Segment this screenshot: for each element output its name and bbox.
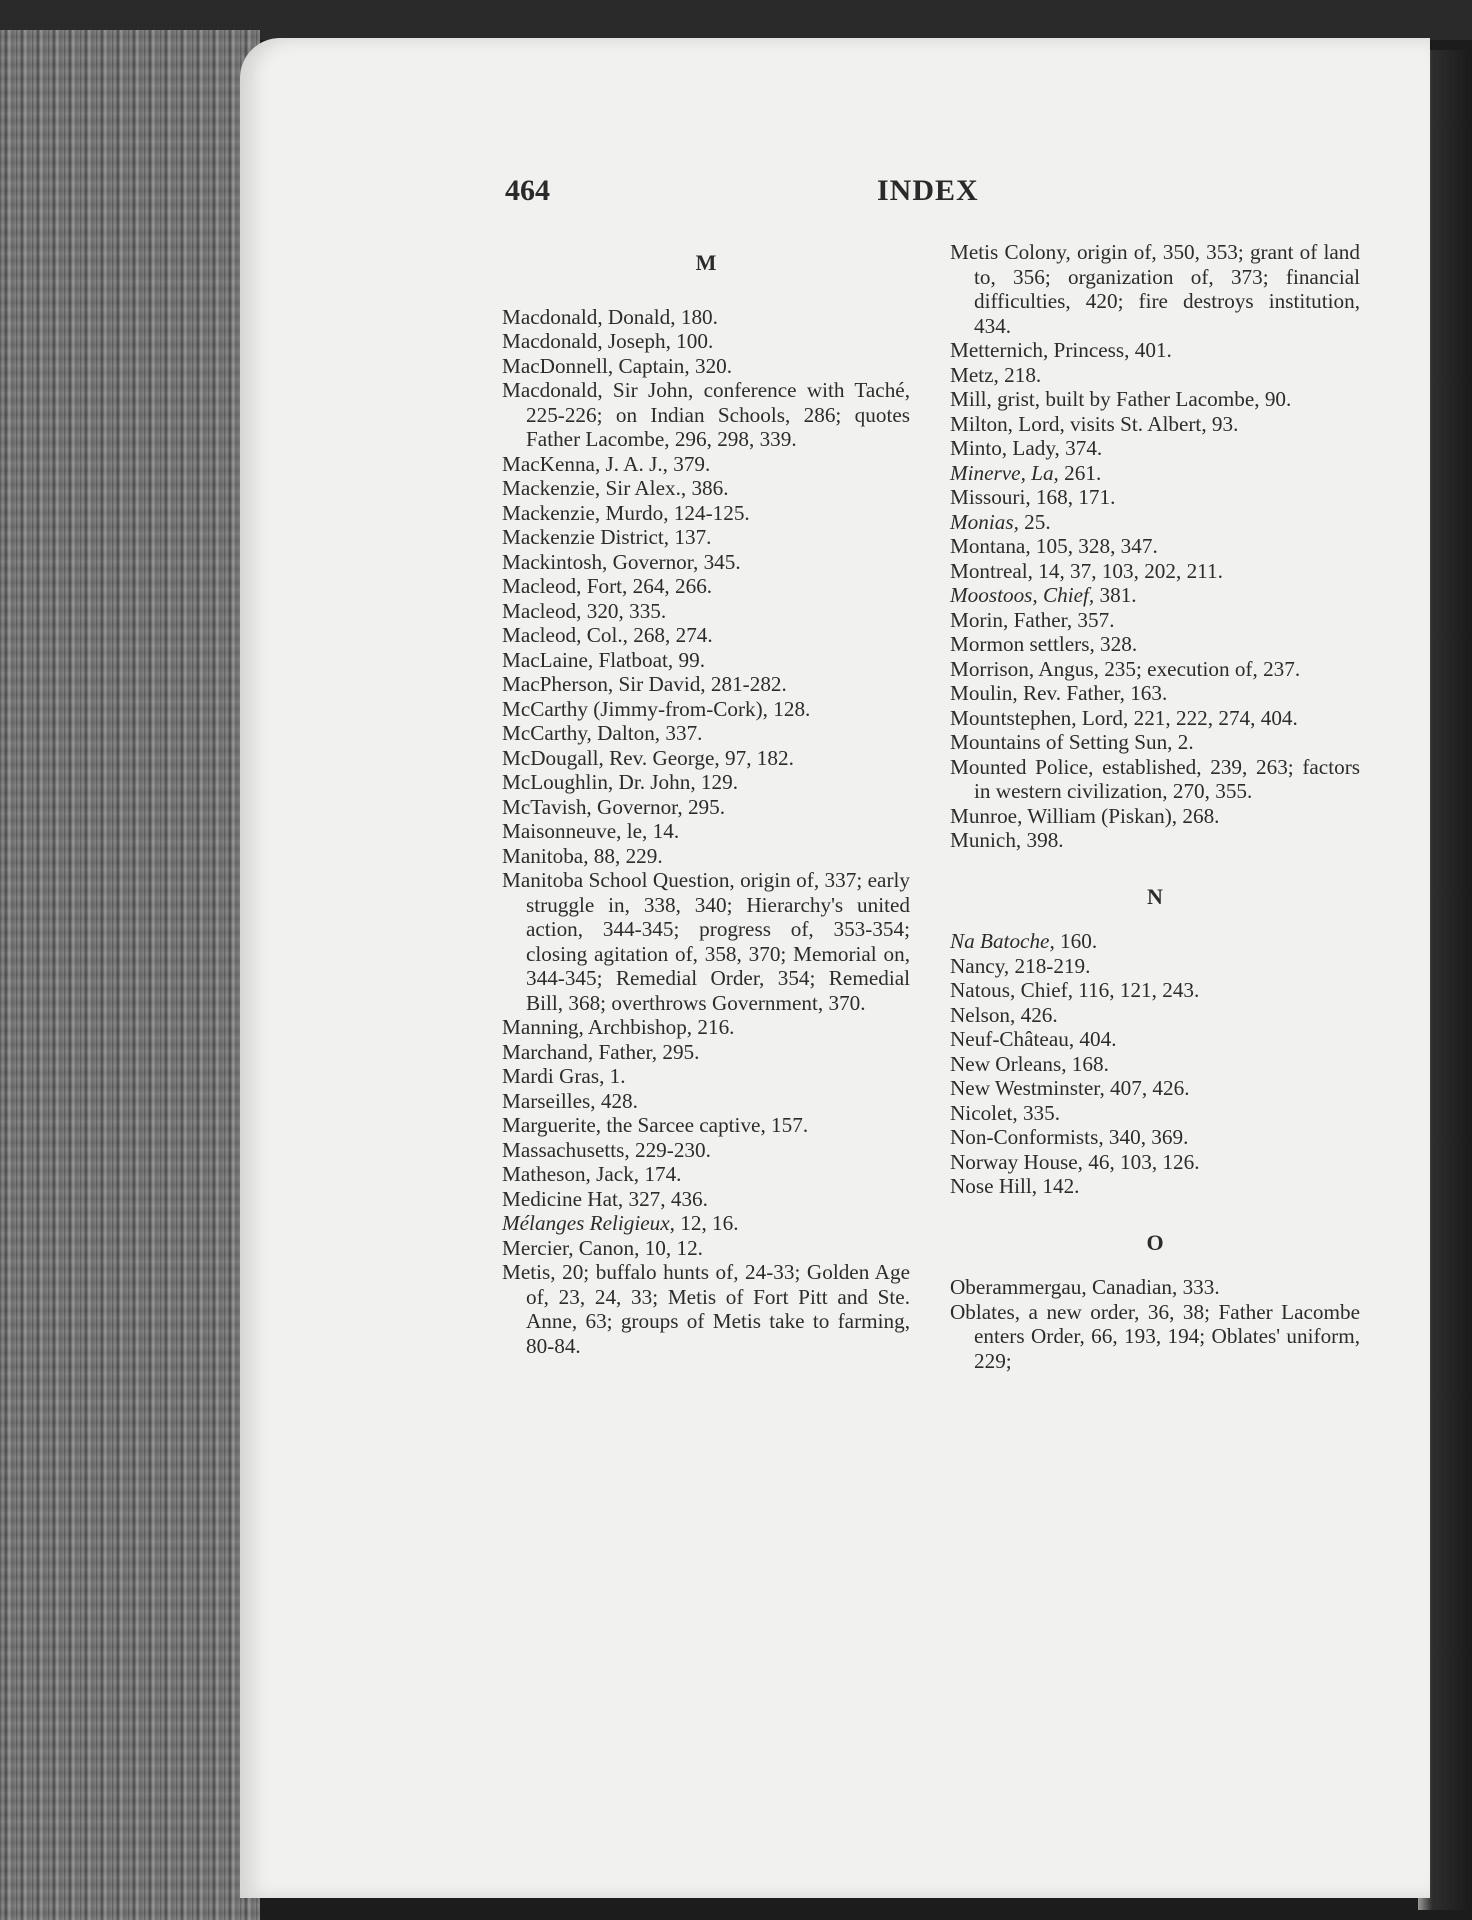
index-entry-text: Manning, Archbishop, 216. — [502, 1015, 735, 1039]
index-entry-text: Nose Hill, 142. — [950, 1174, 1080, 1198]
index-entry-text: Matheson, Jack, 174. — [502, 1162, 682, 1186]
index-entry — [502, 378, 910, 452]
index-entry-text: Morrison, Angus, 235; execution of, 237. — [950, 656, 1301, 681]
index-entry-text: Norway House, 46, 103, 126. — [950, 1149, 1200, 1174]
index-entry — [950, 240, 1360, 338]
index-entry-text: MacKenna, J. A. J., 379. — [502, 451, 711, 476]
index-entry — [502, 1236, 910, 1261]
index-entry — [950, 632, 1360, 657]
index-column-left — [502, 240, 910, 1358]
index-entry-text: 12, 16. — [674, 1211, 739, 1235]
index-entry — [950, 485, 1360, 510]
index-entry — [502, 1260, 910, 1358]
index-entry-text: Mackenzie, Sir Alex., 386. — [502, 476, 729, 500]
book-page-edges — [0, 30, 260, 1920]
index-entry — [502, 1211, 910, 1236]
index-entry-text: Oberammergau, Canadian, 333. — [950, 1275, 1220, 1299]
index-entry — [950, 534, 1360, 559]
index-entry — [502, 1187, 910, 1212]
index-entry — [950, 828, 1360, 853]
page-header — [505, 168, 995, 218]
index-entry — [950, 929, 1360, 954]
index-entry — [950, 1076, 1360, 1101]
index-entry-text: Macdonald, Sir John, conference with Taché, 225-226; on Indian Schools, 286; quotes Father Lacombe, 296, 298, 339. — [502, 378, 910, 451]
index-entry-text: 261. — [1058, 460, 1102, 485]
index-entry — [502, 819, 910, 844]
index-entry-text: Manitoba, 88, 229. — [502, 843, 663, 868]
index-entry — [502, 574, 910, 599]
index-entry — [950, 412, 1360, 437]
index-entry — [502, 329, 910, 354]
index-entry-text: Mountains of Setting Sun, 2. — [950, 730, 1194, 754]
index-entry-text: McCarthy, Dalton, 337. — [502, 721, 703, 745]
index-entry — [950, 510, 1360, 535]
index-entry — [502, 795, 910, 820]
index-entry-text: Moulin, Rev. Father, 163. — [950, 681, 1168, 705]
index-entry-text: Munroe, William (Piskan), 268. — [950, 803, 1220, 828]
index-entry-text: Mackintosh, Governor, 345. — [502, 549, 741, 574]
index-entry — [950, 1027, 1360, 1052]
index-column-right — [950, 240, 1360, 1373]
index-entry-text: Minto, Lady, 374. — [950, 436, 1103, 460]
index-entry-text: Natous, Chief, 116, 121, 243. — [950, 978, 1200, 1002]
index-entry-title: Monias, — [950, 509, 1019, 534]
index-entry-text: Mackenzie District, 137. — [502, 525, 712, 549]
index-entry-text: MacPherson, Sir David, 281-282. — [502, 672, 787, 696]
index-entry — [950, 363, 1360, 388]
page-number: 464 — [505, 174, 550, 207]
index-entry-text: McTavish, Governor, 295. — [502, 794, 726, 819]
index-entry-title: Minerve, La, — [950, 460, 1059, 485]
index-entry-text: Metz, 218. — [950, 362, 1042, 387]
index-entry — [502, 354, 910, 379]
index-entry-text: Massachusetts, 229-230. — [502, 1137, 711, 1162]
index-entry — [950, 583, 1360, 608]
index-entry — [502, 501, 910, 526]
index-entry — [502, 1040, 910, 1065]
index-entry — [950, 387, 1360, 412]
index-entry-title: Mélanges Religieux, — [502, 1211, 675, 1235]
index-entry-text: Medicine Hat, 327, 436. — [502, 1186, 708, 1211]
index-entry-text: McLoughlin, Dr. John, 129. — [502, 770, 738, 794]
index-entry — [502, 623, 910, 648]
index-entry — [502, 672, 910, 697]
index-entry — [502, 746, 910, 771]
index-entry — [502, 550, 910, 575]
index-entry — [950, 461, 1360, 486]
index-entry-text: Marchand, Father, 295. — [502, 1039, 700, 1064]
index-entry — [950, 338, 1360, 363]
index-entry-text: Metis, 20; buffalo hunts of, 24-33; Golden Age of, 23, 24, 33; Metis of Fort Pitt and Ste. Anne, 63; groups of Metis take to farming, 80-84. — [502, 1260, 910, 1358]
index-entry-text: Maisonneuve, le, 14. — [502, 819, 680, 843]
index-entry-text: Metis Colony, origin of, 350, 353; grant of land to, 356; organization of, 373; financial difficulties, 420; fire destroys institution, 434. — [950, 240, 1360, 338]
index-entry — [950, 559, 1360, 584]
index-entry-text: Milton, Lord, visits St. Albert, 93. — [950, 411, 1239, 436]
index-entry — [950, 657, 1360, 682]
index-entry-text: Macdonald, Donald, 180. — [502, 304, 718, 329]
section-letter: M — [695, 250, 717, 275]
index-entry-text: Missouri, 168, 171. — [950, 485, 1116, 509]
index-entry-text: Macleod, 320, 335. — [502, 598, 667, 623]
index-entry — [950, 755, 1360, 804]
index-entry-text: Mackenzie, Murdo, 124-125. — [502, 500, 750, 525]
index-entry — [950, 1300, 1360, 1374]
index-entry — [950, 681, 1360, 706]
index-entry-text: Mormon settlers, 328. — [950, 632, 1138, 656]
index-entry — [950, 706, 1360, 731]
index-entry-text: Neuf-Château, 404. — [950, 1027, 1117, 1051]
index-entry — [950, 1052, 1360, 1077]
index-entry — [950, 608, 1360, 633]
index-entry-text: Mill, grist, built by Father Lacombe, 90. — [950, 387, 1292, 411]
index-entry-text: Metternich, Princess, 401. — [950, 338, 1172, 362]
index-entry-text: Montreal, 14, 37, 103, 202, 211. — [950, 558, 1223, 583]
index-entry — [950, 1125, 1360, 1150]
index-entry-text: McCarthy (Jimmy-from-Cork), 128. — [502, 696, 811, 721]
section-letter: O — [1146, 1229, 1164, 1255]
index-entry — [502, 452, 910, 477]
index-entry — [950, 1275, 1360, 1300]
index-entry — [502, 599, 910, 624]
index-entry-text: Macleod, Col., 268, 274. — [502, 623, 713, 647]
index-entry — [502, 1064, 910, 1089]
index-entry-text: MacDonnell, Captain, 320. — [502, 353, 733, 378]
index-entry-text: Manitoba School Question, origin of, 337; early struggle in, 338, 340; Hierarchy's united action, 344-345; progress of, 353-354; closing agitation of, 358, 370; Memorial on, 344-345; Remedial Order, 354; Remedial Bill, 368; overthrows Government, 370. — [502, 868, 910, 1015]
index-entry-text: New Orleans, 168. — [950, 1051, 1109, 1076]
index-entry-text: MacLaine, Flatboat, 99. — [502, 647, 705, 672]
index-entry — [502, 648, 910, 673]
index-entry — [502, 525, 910, 550]
index-entry-text: 25. — [1018, 509, 1051, 534]
index-entry-text: Marseilles, 428. — [502, 1088, 638, 1113]
index-entry-text: Mountstephen, Lord, 221, 222, 274, 404. — [950, 705, 1298, 730]
index-entry — [502, 868, 910, 1015]
section-letter: N — [1147, 883, 1163, 909]
index-entry — [502, 1138, 910, 1163]
index-entry — [502, 770, 910, 795]
index-entry — [502, 1162, 910, 1187]
index-entry-text: Non-Conformists, 340, 369. — [950, 1125, 1189, 1149]
running-head: INDEX — [877, 174, 979, 207]
index-entry — [502, 1089, 910, 1114]
index-entry-text: 381. — [1094, 583, 1137, 607]
index-entry — [502, 721, 910, 746]
index-entry — [950, 436, 1360, 461]
index-entry-text: Mounted Police, established, 239, 263; factors in western civilization, 270, 355. — [950, 754, 1360, 803]
index-entry — [502, 476, 910, 501]
index-entry-text: Nelson, 426. — [950, 1002, 1058, 1027]
index-entry-text: 160. — [1054, 929, 1098, 953]
index-entry — [502, 697, 910, 722]
index-entry-text: Macdonald, Joseph, 100. — [502, 329, 714, 353]
index-entry-text: Nancy, 218-219. — [950, 953, 1091, 978]
index-entry — [950, 978, 1360, 1003]
index-entry — [950, 730, 1360, 755]
index-entry — [950, 1150, 1360, 1175]
index-entry-text: McDougall, Rev. George, 97, 182. — [502, 745, 794, 770]
index-entry-text: Nicolet, 335. — [950, 1100, 1061, 1125]
index-entry-text: Mardi Gras, 1. — [502, 1064, 626, 1088]
index-entry-text: Oblates, a new order, 36, 38; Father Lacombe enters Order, 66, 193, 194; Oblates' uniform, 229; — [950, 1299, 1360, 1373]
index-entry-title: Moostoos, Chief, — [950, 583, 1095, 607]
index-entry-text: Morin, Father, 357. — [950, 607, 1115, 632]
index-entry-text: New Westminster, 407, 426. — [950, 1076, 1190, 1100]
index-entry-text: Mercier, Canon, 10, 12. — [502, 1235, 703, 1260]
index-entry-text: Munich, 398. — [950, 828, 1064, 852]
index-entry — [950, 804, 1360, 829]
index-entry — [950, 1003, 1360, 1028]
index-entry — [950, 1101, 1360, 1126]
index-entry — [502, 844, 910, 869]
index-entry — [502, 305, 910, 330]
index-entry-text: Montana, 105, 328, 347. — [950, 534, 1158, 558]
index-entry — [502, 1113, 910, 1138]
index-entry-text: Marguerite, the Sarcee captive, 157. — [502, 1113, 809, 1137]
index-entry — [950, 1174, 1360, 1199]
index-entry — [950, 954, 1360, 979]
index-entry-text: Macleod, Fort, 264, 266. — [502, 574, 713, 598]
index-entry — [502, 1015, 910, 1040]
index-entry-title: Na Batoche, — [950, 929, 1055, 953]
